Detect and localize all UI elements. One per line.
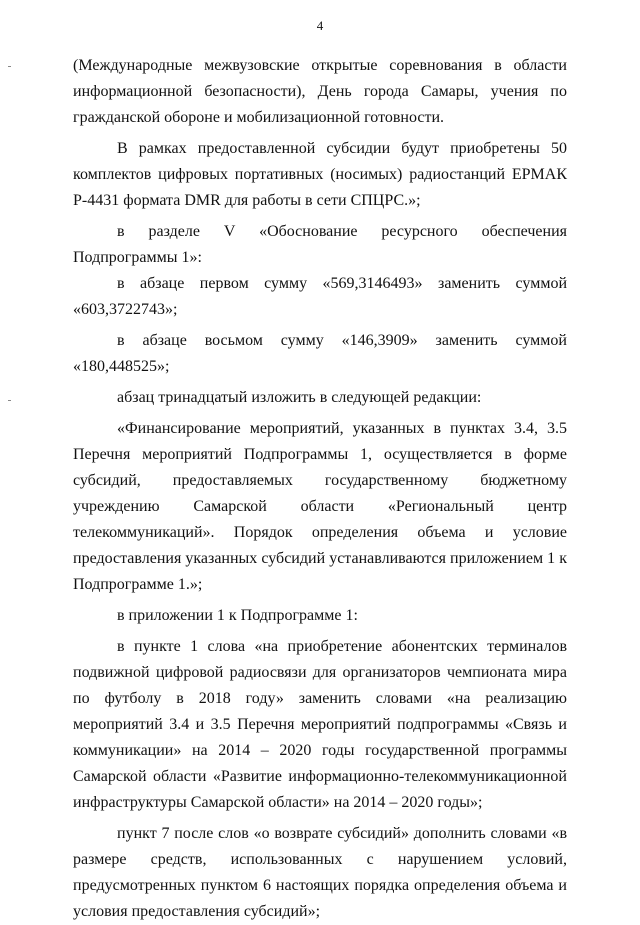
paragraph-continuation: (Международные межвузовские открытые соревнования в области информационной безопасности), День города Самары, учения по гражданской обороне и мобилизационной готовности. xyxy=(73,57,567,126)
paragraph-eighth-abzac: в абзаце восьмом сумму «146,3909» заменить суммой «180,448525»; xyxy=(73,332,567,375)
paragraph-thirteenth-abzac: абзац тринадцатый изложить в следующей редакции: xyxy=(117,389,482,406)
paragraph-first-abzac: в абзаце первом сумму «569,3146493» заменить суммой «603,3722743»; xyxy=(73,275,567,318)
page-number: 4 xyxy=(316,18,324,33)
paragraph-subsidy-purchase: В рамках предоставленной субсидии будут приобретены 50 комплектов цифровых портативных (носимых) радиостанций ЕРМАК Р-4431 формата DMR для работы в сети СПЦРС.»; xyxy=(73,140,567,209)
margin-tick xyxy=(8,400,11,401)
paragraph-financing: «Финансирование мероприятий, указанных в пунктах 3.4, 3.5 Перечня мероприятий Подпрограммы 1, осуществляется в форме субсидий, предоставляемых государственному бюджетному учреждению Самарской области «Региональный центр телекоммуникаций». Порядок определения объема и условие предоставления указанных субсидий устанавливаются приложением 1 к Подпрограмме 1.»; xyxy=(73,420,567,593)
body-text xyxy=(73,53,567,925)
paragraph-point-7: пункт 7 после слов «о возврате субсидий» дополнить словами «в размере средств, использованных с нарушением условий, предусмотренных пунктом 6 настоящих порядка определения объема и условия предоставления субсидий»; xyxy=(73,825,567,920)
paragraph-section-v: в разделе V «Обоснование ресурсного обеспечения Подпрограммы 1»: xyxy=(73,223,567,266)
paragraph-point-1: в пункте 1 слова «на приобретение абонентских терминалов подвижной цифровой радиосвязи для организаторов чемпионата мира по футболу в 2018 году» заменить словами «на реализацию мероприятий 3.4 и 3.5 Перечня мероприятий подпрограммы «Связь и коммуникации» на 2014 – 2020 годы государственной программы Самарской области «Развитие информационно-телекоммуникационной инфраструктуры Самарской области» на 2014 – 2020 годы»; xyxy=(73,638,567,811)
margin-tick xyxy=(8,66,11,67)
paragraph-appendix-1: в приложении 1 к Подпрограмме 1: xyxy=(117,607,358,624)
